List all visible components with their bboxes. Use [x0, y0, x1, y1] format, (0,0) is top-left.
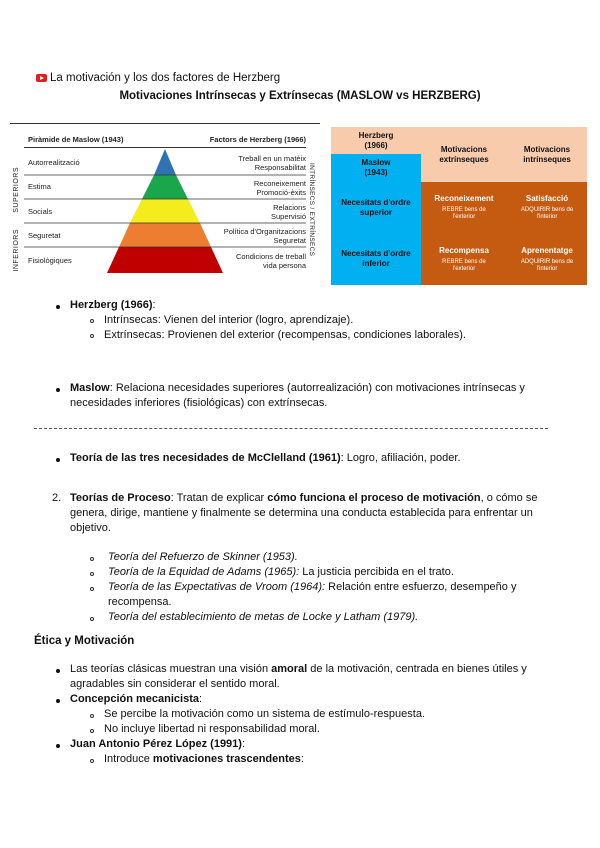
sub-bullet: [90, 729, 94, 733]
sub-bullet: [90, 587, 94, 591]
pyramid-level-autorrealitzacio: [154, 149, 176, 175]
sub-bullet: [90, 334, 94, 338]
pyramid-level-estima: [142, 175, 188, 199]
main-title: Motivaciones Intrínsecas y Extrínsecas (MASLOW vs HERZBERG): [119, 90, 481, 102]
level-label: Autorrealització: [28, 158, 80, 167]
factor-label: Política d'Organitzacions Seguretat: [223, 227, 306, 245]
col-header-intrinsic: Motivacions intrínseques: [507, 127, 587, 182]
pyramid-level-socials: [130, 199, 200, 223]
sub-bullet: [90, 572, 94, 576]
proceso-item: Teoría del Refuerzo de Skinner (1953).: [108, 551, 298, 563]
youtube-icon: [36, 74, 47, 82]
corner-herzberg: Herzberg (1966): [331, 127, 421, 154]
corner-maslow: Maslow (1943): [331, 154, 421, 182]
pyramid-level-fisiologiques: [107, 247, 223, 273]
inferiors-label: INFERIORS: [13, 229, 20, 272]
intrinsecs-extrinsecs-label: INTRÍNSECS / EXTRÍNSECS: [308, 163, 315, 257]
factor-label: Treball en un matèix Responsabilitat: [238, 154, 306, 172]
cell-aprenentatge: Aprenentatge ADQUIRIR bens de l'interior: [507, 233, 587, 285]
sub-bullet: [90, 557, 94, 561]
herzberg-header: Factors de Herzberg (1966): [209, 135, 306, 144]
row-header-superior: Necesitats d'ordre superior: [331, 182, 421, 233]
sub-bullet: [90, 319, 94, 323]
etica-item: Se percibe la motivación como un sistema de estímulo-respuesta.: [104, 708, 425, 720]
col-header-extrinsic: Motivacions extrínseques: [421, 127, 507, 182]
proceso-item: Teoría de la Equidad de Adams (1965): La justicia percibida en el trato.: [108, 566, 454, 578]
maslow-herzberg-figure: [10, 123, 320, 285]
maslow-bullet: Maslow: Relaciona necesidades superiores (autorrealización) con motivaciones intrínsecas y necesidades inferiores (fisiológicas) con extrínsecas.: [70, 382, 525, 409]
bullet-dot: [56, 458, 60, 462]
proceso-paragraph: Teorías de Proceso: Tratan de explicar cómo funciona el proceso de motivación, o cómo se genera, dirige, mantiene y finalmente se determina una conducta establecida para enfrentar un objetivo.: [70, 492, 538, 534]
superiors-label: SUPERIORS: [13, 167, 20, 213]
herzberg-item: Extrínsecas: Provienen del exterior (recompensas, condiciones laborales).: [104, 329, 466, 341]
bullet-dot: [56, 699, 60, 703]
bullet-dot: [56, 305, 60, 309]
row-header-inferior: Necesitats d'ordre inferior: [331, 233, 421, 285]
section-heading-etica: Ética y Motivación: [34, 635, 135, 647]
level-label: Socials: [28, 207, 53, 216]
etica-item: No incluye libertad ni responsabilidad moral.: [104, 723, 320, 735]
cell-satisfaccio: Satisfacció ADQUIRIR bens de l'interior: [507, 182, 587, 233]
sub-bullet: [90, 714, 94, 718]
bullet-dot: [56, 669, 60, 673]
sub-bullet: [90, 759, 94, 763]
etica-item: Introduce motivaciones trascendentes:: [104, 753, 304, 765]
etica-bullet-1: Las teorías clásicas muestran una visión amoral de la motivación, centrada en bienes útiles y agradables sin considerar el sentido moral.: [70, 663, 527, 690]
herzberg-bullet: Herzberg (1966):: [70, 299, 156, 311]
level-label: Seguretat: [28, 231, 61, 240]
dashed-divider: [34, 428, 548, 429]
proceso-item: Teoría de las Expectativas de Vroom (1964): Relación entre esfuerzo, desempeño y recompensa.: [108, 581, 517, 608]
level-label: Fisiològiques: [28, 256, 72, 265]
etica-bullet-3: Juan Antonio Pérez López (1991):: [70, 738, 246, 750]
level-label: Estima: [28, 182, 51, 191]
factor-label: Reconeixement Promoció-èxits: [253, 179, 306, 197]
bullet-dot: [56, 388, 60, 392]
pyramid-level-seguretat: [119, 223, 211, 247]
cell-reconeixement: Reconeixement REBRE bens de l'exterior: [421, 182, 507, 233]
video-link-text[interactable]: La motivación y los dos factores de Herzberg: [50, 72, 281, 84]
bullet-dot: [56, 744, 60, 748]
list-number: 2.: [52, 492, 62, 504]
motivation-table: [331, 127, 587, 285]
proceso-item: Teoría del establecimiento de metas de Locke y Latham (1979).: [108, 611, 419, 623]
sub-bullet: [90, 617, 94, 621]
factor-label: Condicions de treball vida persona: [235, 252, 306, 270]
mcclelland-bullet: Teoría de las tres necesidades de McClelland (1961): Logro, afiliación, poder.: [70, 452, 461, 464]
cell-recompensa: Recompensa REBRE bens de l'exterior: [421, 233, 507, 285]
herzberg-item: Intrínsecas: Vienen del interior (logro, aprendizaje).: [104, 314, 354, 326]
video-link[interactable]: [36, 72, 280, 84]
maslow-header: Piràmide de Maslow (1943): [28, 135, 124, 144]
factor-label: Relacions Supervisió: [270, 203, 306, 221]
etica-bullet-2: Concepción mecanicista:: [70, 693, 203, 705]
